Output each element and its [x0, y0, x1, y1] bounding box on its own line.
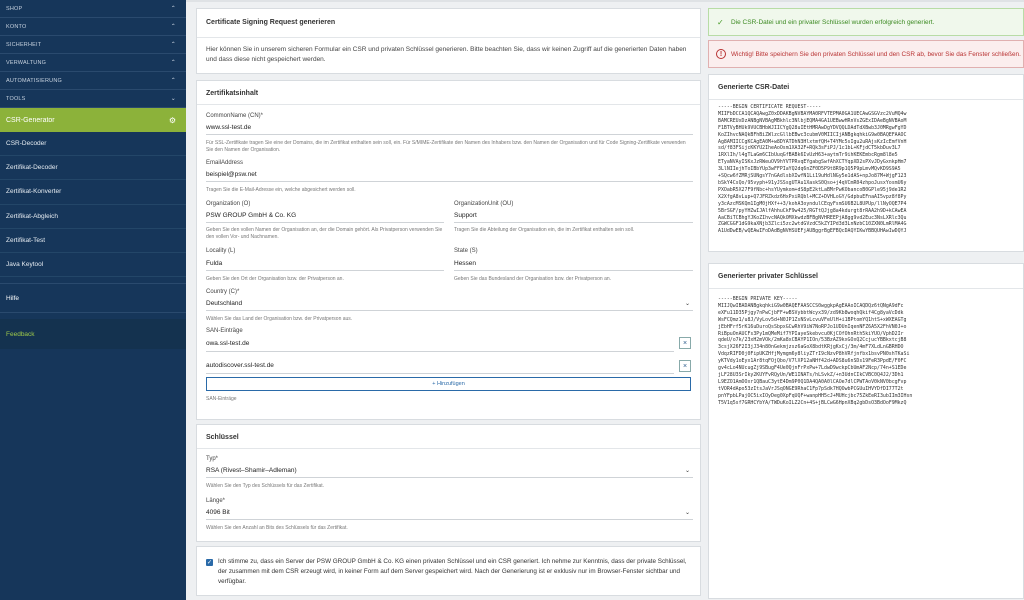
page-title: Certificate Signing Request generieren	[206, 19, 336, 26]
chevron-up-icon: ⌃	[170, 78, 176, 84]
private-key-title: Generierter privater Schlüssel	[718, 273, 818, 280]
sidebar-item-csr-decoder[interactable]: CSR-Decoder	[0, 132, 186, 156]
san-footer-hint: SAN-Einträge	[206, 396, 237, 402]
san-underline	[206, 351, 674, 352]
top-divider	[186, 0, 1024, 2]
locality-hint: Geben Sie den Ort der Organisation bzw. der Privatperson an.	[206, 276, 344, 282]
san-label: SAN-Einträge	[206, 328, 243, 334]
sidebar-item-zertifikat-test[interactable]: Zertifikat-Test	[0, 229, 186, 253]
state-label: State (S)	[454, 248, 478, 254]
cn-hint: Für SSL-Zertifikate tragen Sie eine der Domains, die im Zertifikat enthalten sein soll, ein. Für S/MIME-Zertifikate den Namen des Inhabers bzw. den Namen der Organisation und für Code Signing-Zertifikate verwenden Sie den Namen der Organisation.	[206, 140, 686, 153]
sidebar-item-feedback[interactable]: Feedback	[0, 319, 186, 349]
csr-output-panel	[708, 74, 1024, 252]
remove-san-button[interactable]	[679, 360, 691, 372]
consent-text: Ich stimme zu, dass ein Server der PSW GROUP GmbH & Co. KG einen privaten Schlüssel und ein CSR generiert. Ich nehme zur Kenntnis, dass der private Schlüssel, der zusammen mit dem CSR erzeugt wird, in keiner Form auf dem Server gespeichert wird. Nach der Generierung ist er exklusiv nur im Browser-Fenster sichtbar und verfügbar.	[218, 558, 687, 585]
divider	[709, 99, 1023, 100]
sidebar-section-sicherheit[interactable]: SICHERHEIT ⌃	[0, 36, 186, 54]
sidebar-item-zertifikat-konverter[interactable]: Zertifikat-Konverter	[0, 180, 186, 204]
organization-underline	[206, 222, 444, 223]
csr-textarea[interactable]: -----BEGIN CERTIFICATE REQUEST----- MIIFbDCCA1QCAQAwgZ0xDDAKBgNVBAYMA0RFVTEPMA0GA1UECAwGSGVzc2VuMQ4w BAMCREUxDzANBgNVBAgMBkhlc3NlbjEQMA4GA1UEBwwHRnVsZGExIDAeBgNVBAoM F1BTVyBHUk9VUCBHbWJIICYgQ28uIEtHMRAwDgYDVQQLDAdTdXBwb3J0MRgwFgYD KoZIhvcNAQkBFhBiZWlzcGllbEBwc3cubmV0MIICIjANBgkqhkiG9w0BAQEFAAOC Ag8AMIICCgKCAgEA0M+w8DYATDhN3HlxtmfQH+T4YMc5sIgu2uRAjsKzIcEmfVnH sd/f83FSijcKKYU2IheAoOsm1XA32F+RQk3sFiPJ/1c1bL+KFjdCT5kbDuv3L7 1RXlIh/l4gTLaGm6CIbUuqGfBABk6IvUzH63+aytmTr9ihKEKEmbcRgm8l8e5 ETyaNVAyISKxJzRWeuOV9hYVTPRvqEYgabgSwfAhXCTYqpXD2sPXvJDyGxnkpHm7 3LlNIIejhToIBbYUp3wFFPIaYQ2dq6nZF0D5P9t8R9p1Q5P9pLmvMQvKD9S9A5 +SQcw6fZMRjSUNgsY7nGAdlsbXIwfN1Li19uHdlNGy5e1dAS+npJo87M+WjgF123 bSkY4CsQo/95vyph+91yJSSsgUTAu1XaskS0Qso+j4qVCmR04zhpoJusxYosmU6y PXOabR5X27F9fNbc+hsYUymkom+dS8pE2ktLaBMrPwKObancoB0GPle95j9de1R2 X2XfgA8vLup+Q7JFRZkdz6HxPxiRQbl+MCZ+DVHLoGY/GdpbuEFnaAI5vpz8f8Py y3cAzcMSKQm1IgM0jHXf++3/kohA3oyndulCEqyFsmSU6B2L8UPUp/llNyOQE7P4 5BrSGF/pyYHZwIJAlfAhhuCkF9w425/RGTtQJjg8a4kdurgt8rRAA2h9D+kCAwEA AaCBiTCBhgYJKoZIhvcNAQkOMXkwdzBFBgNVHREEPjA8gg9vd2Euc3NsLXRlc3Qu ZGWCGGF1dG9kaXNjb3Zlci5zc2wtdGVzdC5kZYIPd3d3LnNzbC10ZXN0LmRlMA4G A1UdDwEB/wQEAwIFoDAdBgNVHSUEFjAUBggrBgEFBQcDAQYIKwYBBQUHAwIwDQYJ	[718, 104, 907, 235]
locality-input[interactable]: Fulda	[206, 260, 223, 267]
remove-san-button[interactable]	[679, 337, 691, 349]
country-label: Country (C)*	[206, 289, 240, 295]
key-length-underline	[206, 519, 693, 520]
sidebar-section-verwaltung[interactable]: VERWALTUNG ⌃	[0, 54, 186, 72]
country-select[interactable]: Deutschland	[206, 300, 243, 307]
key-type-select[interactable]: RSA (Rivest–Shamir–Adleman)	[206, 467, 297, 474]
add-san-button[interactable]: + Hinzufügen	[206, 377, 691, 391]
alert-circle-icon: !	[716, 49, 726, 59]
email-label: EmailAddress	[206, 160, 244, 166]
sidebar-section-tools[interactable]: TOOLS ⌄	[0, 90, 186, 108]
sidebar-item-zertifikat-decoder[interactable]: Zertifikat-Decoder	[0, 156, 186, 180]
cn-label: CommonName (CN)*	[206, 113, 264, 119]
warning-alert-text: Wichtig! Bitte speichern Sie den privaten Schlüssel und den CSR ab, bevor Sie das Fenster schließen.	[731, 51, 1021, 58]
intro-panel	[196, 8, 701, 74]
chevron-down-icon[interactable]: ⌄	[685, 301, 691, 307]
organization-unit-label: OrganizationUnit (OU)	[454, 201, 514, 207]
intro-description: Hier können Sie in unserem sicheren Formular ein CSR und privaten Schlüssel generieren. Bitte beachten Sie, dass wir keinen Zugriff auf die generierten Daten haben und dass diese nicht gespeichert werden.	[206, 46, 687, 63]
organization-label: Organization (O)	[206, 201, 251, 207]
san-input[interactable]: owa.ssl-test.de	[206, 340, 250, 347]
chevron-up-icon: ⌃	[170, 42, 176, 48]
country-hint: Wählen Sie das Land der Organisation bzw. der Privatperson aus.	[206, 316, 353, 322]
country-underline	[206, 310, 693, 311]
san-input[interactable]: autodiscover.ssl-test.de	[206, 362, 274, 369]
key-type-hint: Wählen Sie den Typ des Schlüssels für das Zertifikat.	[206, 483, 325, 489]
locality-label: Locality (L)	[206, 248, 236, 254]
email-underline	[206, 181, 693, 182]
sidebar-section-konto[interactable]: KONTO ⌃	[0, 18, 186, 36]
chevron-up-icon: ⌃	[170, 24, 176, 30]
warning-alert	[708, 40, 1024, 68]
divider	[197, 104, 700, 105]
check-icon: ✓	[717, 18, 724, 27]
chevron-down-icon[interactable]: ⌄	[685, 510, 691, 516]
organization-unit-hint: Tragen Sie die Abteilung der Organisation ein, die im Zertifikat enthalten sein soll.	[454, 227, 635, 233]
close-icon: ×	[682, 339, 688, 347]
sidebar-section-automatisierung[interactable]: AUTOMATISIERUNG ⌃	[0, 72, 186, 90]
sidebar-item-zertifikat-abgleich[interactable]: Zertifikat-Abgleich	[0, 205, 186, 229]
state-underline	[454, 270, 693, 271]
chevron-up-icon: ⌃	[170, 60, 176, 66]
chevron-up-icon: ⌃	[170, 6, 176, 12]
certificate-content-panel	[196, 80, 701, 420]
state-input[interactable]: Hessen	[454, 260, 477, 267]
csr-title: Generierte CSR-Datei	[718, 84, 790, 91]
divider	[709, 288, 1023, 289]
chevron-down-icon[interactable]: ⌄	[685, 468, 691, 474]
section-title: Schlüssel	[206, 434, 239, 441]
sidebar-item-hilfe[interactable]: Hilfe	[0, 283, 186, 313]
sidebar	[0, 0, 186, 600]
success-alert	[708, 8, 1024, 36]
divider	[197, 37, 700, 38]
close-icon: ×	[682, 362, 688, 370]
section-title: Zertifikatsinhalt	[206, 90, 259, 97]
check-icon: ✓	[206, 560, 213, 566]
consent-checkbox[interactable]	[206, 559, 213, 566]
chevron-down-icon: ⌄	[170, 96, 176, 102]
key-length-label: Länge*	[206, 498, 226, 504]
gear-icon: ⚙	[168, 115, 176, 125]
organization-unit-input[interactable]: Support	[454, 212, 477, 219]
email-hint: Tragen Sie die E-Mail-Adresse ein, welche abgesichert werden soll.	[206, 187, 356, 193]
san-underline	[206, 373, 674, 374]
divider	[197, 448, 700, 449]
key-type-label: Typ*	[206, 456, 219, 462]
sidebar-item-csr-generator[interactable]: CSR-Generator ⚙	[0, 108, 186, 132]
email-input[interactable]: beispiel@psw.net	[206, 171, 257, 178]
consent-panel	[196, 546, 701, 596]
key-length-hint: Wählen Sie den Anzahl an Bits des Schlüssels für das Zertifikat.	[206, 525, 348, 531]
private-key-textarea[interactable]: -----BEGIN PRIVATE KEY----- MIIJQwIBADANBgkqhkiG9w0BAQEFAASCCS0wggkpAgEAAoICAQDQz6tQNgA9dFc eXFu11D35Pjgy7nPwCjbFF+wBSVybbtWcyx39/zd9Kb8woqhQkif4Cg8yaVcDdk WsFCQmz1/u8J/VyLov5d+N0JP1ZsNSvLcvuVFeUlH+i1BPtomYQ1htS+xWXEAGTg jEbHFrf5rK16uDuroQsSbpxGCwRhV9iW7NoRPJo1UDUnIqenNFZ6A5X2FhVN0J+o RiBpuOnAUCFs3Py1mQMeMif7YPIayeSkebvcu0KjCOfOhnRth5kiYUO/VphD2Ir qdeU/o7k/23xH2mVOk/2mKa8xCBAYP1IOn/53BzAZ9kxGOxQ2CcjucYBBkxtcjB8 3csjX26F2I3jJ34n80nGekmjzsz6aGoX8bdtKRjgKxCj/3m/4mF7XLdLnGBRHDO VdqzRIFD0j0FipUKZHfjMymgm6y8liyZTrI9cNzvP8hVRfjnfbx1bsvPN0shTKaSi yKTVdy1oEyx1Ar8tqFOjQbo/V7lXP12aNHf42d+ADS8u6nSDs19FeR3PpdE/F0FC gv4cLo4NUcugZj9SBugF4Ue0QjnFrPxPw+7LdwD9wckpCbUmAF2Ncp/74n+S1EDe jLF28U3SrIky2KUYFvRQyUn/WE1INATs/hLSvkZ/+n3UdnCIkCVBC0Q4J2/3Dh1 L9EZO1AmOOxr1QBauC3ytE4Dm9P0Q1DA4QA0A0lCAOe7dlCPWTAoV0kNV0bcgFvp tVOR4dApo53zItsJaVrJSqONGE9RhaC1Fp7pSdk7HQOwbPCGUuIHVYDfDI77T2t pnYFpbLPajOC5ixIOyDeg0XpFqUQF+wanpHH5cJ+MUHcjbc75ZkEeRI3ubIIm3IHsn T5V1q5sf7GRHCYbYA/TWDuKoILZ2Cn+4S+jBLCwG6HpnXBq2gbDsO3BdOoF9MkzQ	[718, 296, 913, 406]
success-alert-text: Die CSR-Datei und ein privater Schlüssel wurden erfolgreich generiert.	[731, 19, 935, 26]
private-key-output-panel	[708, 263, 1024, 599]
organization-unit-underline	[454, 222, 693, 223]
key-type-underline	[206, 477, 693, 478]
organization-input[interactable]: PSW GROUP GmbH & Co. KG	[206, 212, 297, 219]
sidebar-item-java-keytool[interactable]: Java Keytool	[0, 253, 186, 277]
state-hint: Geben Sie das Bundesland der Organisation bzw. der Privatperson an.	[454, 276, 612, 282]
key-panel	[196, 424, 701, 542]
organization-hint: Geben Sie den vollen Namen der Organisation an, der die Domain gehört. Als Privatperson verwenden Sie den vollen Vor- und Nachnamen.	[206, 227, 443, 240]
cn-underline	[206, 134, 693, 135]
key-length-select[interactable]: 4096 Bit	[206, 509, 230, 516]
sidebar-section-shop[interactable]: SHOP ⌃	[0, 0, 186, 18]
cn-input[interactable]: www.ssl-test.de	[206, 124, 252, 131]
locality-underline	[206, 270, 444, 271]
